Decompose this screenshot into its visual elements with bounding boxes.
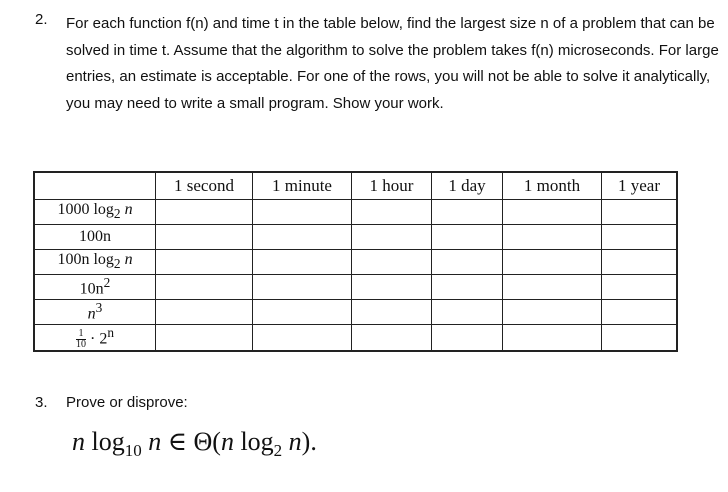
column-header-1-second: 1 second [156, 172, 253, 200]
table-cell[interactable] [352, 300, 432, 325]
table-cell[interactable] [352, 200, 432, 225]
rhs-arg: n [288, 427, 302, 456]
row-base: 10n [79, 280, 104, 298]
table-row [34, 300, 677, 325]
table-cell[interactable] [432, 200, 503, 225]
row-label-10n-squared [34, 275, 156, 300]
row-label-tenth-2-pow-n [34, 325, 156, 352]
table-cell[interactable] [253, 225, 352, 250]
rhs-fn: log [240, 427, 274, 456]
table-cell[interactable] [352, 225, 432, 250]
lhs-sub: 10 [124, 441, 142, 461]
table-cell[interactable] [503, 325, 602, 352]
table-cell[interactable] [602, 200, 678, 225]
table-row [34, 225, 677, 250]
table-cell[interactable] [352, 250, 432, 275]
row-sub: 2 [113, 256, 121, 272]
table-cell[interactable] [253, 325, 352, 352]
table-cell[interactable] [503, 250, 602, 275]
row-var: n [124, 251, 133, 269]
table-header-row [34, 172, 677, 200]
table-cell[interactable] [352, 275, 432, 300]
column-header-1-year: 1 year [602, 172, 678, 200]
lhs-fn: log [91, 427, 125, 456]
row-label-n-cubed [34, 300, 156, 325]
column-header-1-month: 1 month [503, 172, 602, 200]
row-sup: n [107, 325, 114, 340]
column-header-1-day: 1 day [432, 172, 503, 200]
lhs-var: n [72, 427, 85, 456]
row-fn: log [93, 201, 114, 219]
row-fraction [76, 329, 86, 350]
table-cell[interactable] [503, 275, 602, 300]
rhs-var: n [220, 427, 234, 456]
row-sup: 3 [95, 300, 103, 316]
table-cell[interactable] [432, 325, 503, 352]
fraction-denominator: 10 [76, 339, 86, 351]
table-cell[interactable] [156, 200, 253, 225]
question-3-number: 3. [35, 394, 48, 411]
row-fn: log [93, 251, 114, 269]
theta-symbol: Θ [193, 427, 213, 456]
table-cell[interactable] [156, 300, 253, 325]
table-cell[interactable] [432, 275, 503, 300]
row-coef: 100n [57, 251, 90, 269]
table-cell[interactable] [253, 250, 352, 275]
table-cell[interactable] [503, 200, 602, 225]
rhs-sub: 2 [273, 441, 283, 461]
growth-table [33, 171, 678, 352]
table-cell[interactable] [602, 300, 678, 325]
question-3-label: Prove or disprove: [66, 394, 188, 411]
table-cell[interactable] [156, 250, 253, 275]
question-3-formula [72, 427, 317, 461]
row-coef: 1000 [57, 201, 90, 219]
table-cell[interactable] [503, 300, 602, 325]
growth-table-grid [33, 171, 678, 352]
row-label: 100n [79, 228, 111, 245]
table-row [34, 325, 677, 352]
table-cell[interactable] [253, 275, 352, 300]
row-var: n [124, 201, 133, 219]
rhs-open: ( [212, 427, 221, 456]
table-row [34, 275, 677, 300]
row-base: n [87, 305, 96, 323]
table-cell[interactable] [503, 225, 602, 250]
row-base: 2 [99, 330, 108, 348]
row-label-100n-log2-n [34, 250, 156, 275]
table-row [34, 250, 677, 275]
table-corner-cell [34, 172, 156, 200]
question-2-number: 2. [35, 11, 48, 28]
table-cell[interactable] [602, 325, 678, 352]
table-cell[interactable] [432, 300, 503, 325]
lhs-arg: n [148, 427, 162, 456]
fraction-numerator: 1 [76, 329, 86, 340]
element-of-symbol: ∈ [167, 427, 187, 456]
table-cell[interactable] [156, 325, 253, 352]
rhs-close: ). [301, 427, 317, 456]
column-header-1-hour: 1 hour [352, 172, 432, 200]
row-label-1000-log2-n [34, 200, 156, 225]
question-2-text: For each function f(n) and time t in the table below, find the largest size n of a problem that can be solved in time t. Assume that the algorithm to solve the problem takes f(n) microseconds. For large entries, an estimate is acceptable. For one of the rows, you will not be able to solve it analytically, you may need to write a small program. Show your work. [66, 15, 719, 112]
row-dot: · [90, 330, 96, 348]
table-cell[interactable] [602, 275, 678, 300]
table-cell[interactable] [253, 200, 352, 225]
row-label-100n [34, 225, 156, 250]
table-row [34, 200, 677, 225]
table-cell[interactable] [253, 300, 352, 325]
table-cell[interactable] [352, 325, 432, 352]
column-header-1-minute: 1 minute [253, 172, 352, 200]
table-cell[interactable] [432, 250, 503, 275]
table-cell[interactable] [156, 225, 253, 250]
row-sub: 2 [113, 206, 121, 222]
table-cell[interactable] [432, 225, 503, 250]
table-cell[interactable] [602, 250, 678, 275]
table-cell[interactable] [156, 275, 253, 300]
row-sup: 2 [103, 275, 111, 291]
table-cell[interactable] [602, 225, 678, 250]
